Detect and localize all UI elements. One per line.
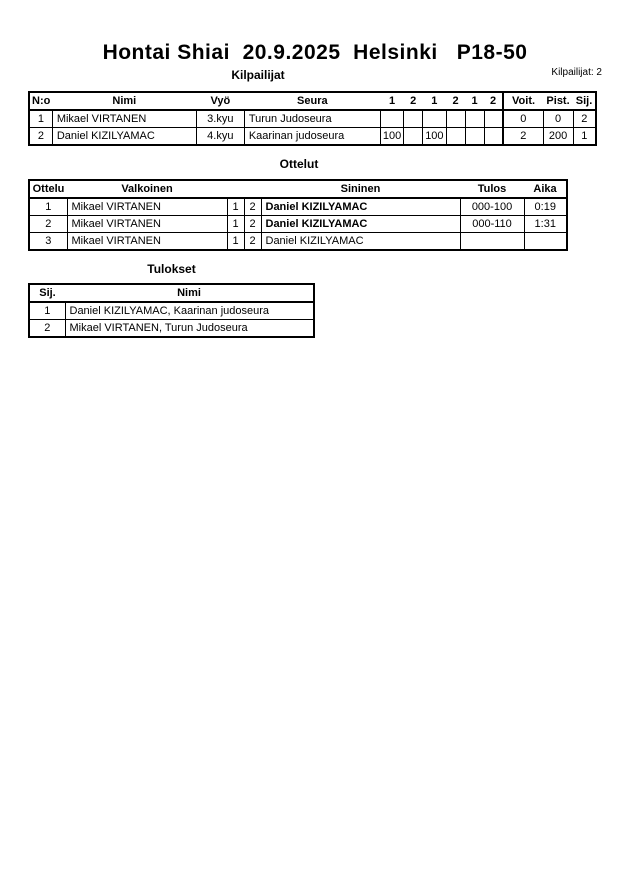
competitor-place: 1: [573, 128, 596, 146]
col-header-white: Valkoinen: [67, 180, 227, 198]
col-header-match-4: 2: [446, 92, 465, 110]
col-header-time: Aika: [524, 180, 567, 198]
result-place: 1: [29, 302, 65, 320]
score-cell: 100: [380, 128, 403, 146]
white-competitor-no: 1: [227, 198, 244, 216]
competitor-points: 200: [543, 128, 573, 146]
score-cell: [446, 128, 465, 146]
matches-section-title: Ottelut: [279, 157, 319, 171]
score-cell: [465, 110, 484, 128]
competitors-section-title: Kilpailijat: [231, 68, 285, 82]
col-header-match-3: 1: [423, 92, 446, 110]
result-place: 2: [29, 320, 65, 338]
match-no: 3: [29, 233, 67, 251]
match-time: 0:19: [524, 198, 567, 216]
match-row: [29, 233, 567, 251]
match-time: 1:31: [524, 216, 567, 233]
competitors-table: [28, 91, 597, 146]
competitor-place: 2: [573, 110, 596, 128]
col-header-place: Sij.: [29, 284, 65, 302]
result-name: Daniel KIZILYAMAC, Kaarinan judoseura: [65, 302, 314, 320]
col-header-belt: Vyö: [196, 92, 244, 110]
competitor-points: 0: [543, 110, 573, 128]
white-competitor-no: 1: [227, 216, 244, 233]
score-cell: [465, 128, 484, 146]
col-header-result: Tulos: [460, 180, 524, 198]
competitor-no: 1: [29, 110, 52, 128]
result-name: Mikael VIRTANEN, Turun Judoseura: [65, 320, 314, 338]
competitor-row: [29, 128, 596, 146]
col-header-no: N:o: [29, 92, 52, 110]
result-row: [29, 320, 314, 338]
match-result: 000-110: [460, 216, 524, 233]
competitor-no: 2: [29, 128, 52, 146]
blue-name: Daniel KIZILYAMAC: [261, 216, 460, 233]
competitor-name: Mikael VIRTANEN: [52, 110, 196, 128]
match-no: 1: [29, 198, 67, 216]
col-header-match: Ottelu: [29, 180, 67, 198]
score-cell: [484, 110, 503, 128]
white-competitor-no: 1: [227, 233, 244, 251]
blue-name: Daniel KIZILYAMAC: [261, 233, 460, 251]
competitor-belt: 4.kyu: [196, 128, 244, 146]
competitors-header-row: [29, 92, 596, 110]
white-name: Mikael VIRTANEN: [67, 216, 227, 233]
competitor-name: Daniel KIZILYAMAC: [52, 128, 196, 146]
col-header-club: Seura: [244, 92, 380, 110]
competitor-wins: 0: [503, 110, 543, 128]
blue-name: Daniel KIZILYAMAC: [261, 198, 460, 216]
competitor-club: Kaarinan judoseura: [244, 128, 380, 146]
match-no: 2: [29, 216, 67, 233]
result-row: [29, 302, 314, 320]
col-header-blue-no: [244, 180, 261, 198]
score-cell: [484, 128, 503, 146]
matches-table: [28, 179, 568, 251]
competitor-club: Turun Judoseura: [244, 110, 380, 128]
blue-competitor-no: 2: [244, 198, 261, 216]
score-cell: [380, 110, 403, 128]
col-header-match-6: 2: [484, 92, 503, 110]
col-header-place: Sij.: [573, 92, 596, 110]
col-header-name: Nimi: [52, 92, 196, 110]
match-time: [524, 233, 567, 251]
score-cell: [423, 110, 446, 128]
competitors-count: Kilpailijat: 2: [551, 67, 602, 78]
score-cell: [446, 110, 465, 128]
col-header-white-no: [227, 180, 244, 198]
white-name: Mikael VIRTANEN: [67, 198, 227, 216]
results-header-row: [29, 284, 314, 302]
page-title: Hontai Shiai 20.9.2025 Helsinki P18-50: [102, 41, 528, 64]
competitor-belt: 3.kyu: [196, 110, 244, 128]
match-row: [29, 216, 567, 233]
col-header-match-5: 1: [465, 92, 484, 110]
match-row: [29, 198, 567, 216]
competitor-wins: 2: [503, 128, 543, 146]
results-section-title: Tulokset: [147, 262, 196, 276]
blue-competitor-no: 2: [244, 233, 261, 251]
match-result: 000-100: [460, 198, 524, 216]
score-cell: 100: [423, 128, 446, 146]
blue-competitor-no: 2: [244, 216, 261, 233]
score-cell: [404, 110, 423, 128]
score-cell: [404, 128, 423, 146]
col-header-blue: Sininen: [261, 180, 460, 198]
col-header-name: Nimi: [65, 284, 314, 302]
col-header-wins: Voit.: [503, 92, 543, 110]
col-header-match-1: 1: [380, 92, 403, 110]
matches-header-row: [29, 180, 567, 198]
results-table: [28, 283, 315, 338]
col-header-points: Pist.: [543, 92, 573, 110]
competitor-row: [29, 110, 596, 128]
white-name: Mikael VIRTANEN: [67, 233, 227, 251]
match-result: [460, 233, 524, 251]
col-header-match-2: 2: [404, 92, 423, 110]
